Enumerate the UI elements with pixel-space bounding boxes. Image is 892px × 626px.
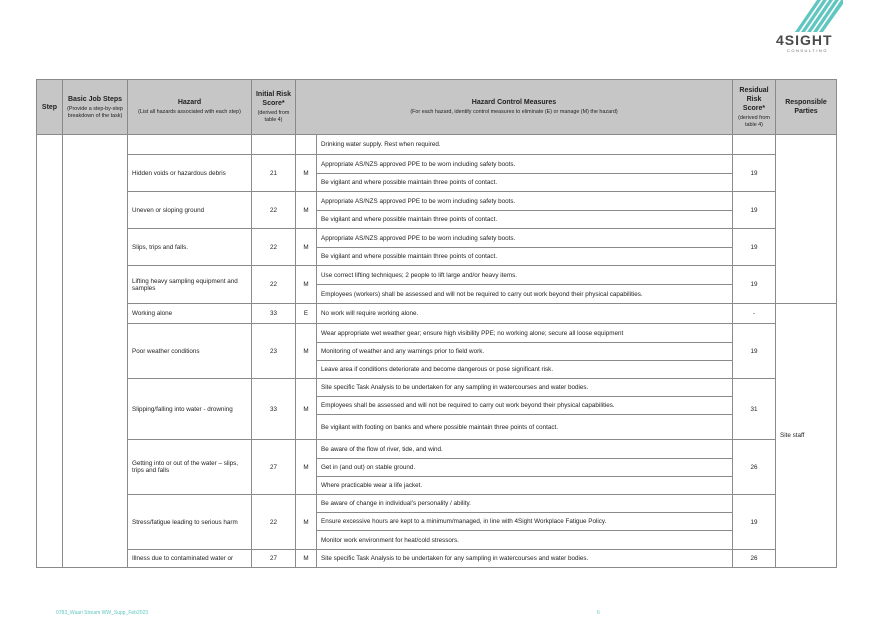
control-type: M xyxy=(296,379,317,440)
control-measure: Use correct lifting techniques; 2 people to lift large and/or heavy items. xyxy=(317,266,733,285)
control-type: M xyxy=(296,229,317,266)
control-measure: Be aware of change in individual’s personality / ability. xyxy=(317,495,733,513)
residual-risk-score: 26 xyxy=(733,550,776,568)
control-measure: Where practicable wear a life jacket. xyxy=(317,477,733,495)
control-type: M xyxy=(296,440,317,495)
header-control-measures: Hazard Control Measures (For each hazard, identify control measures to eliminate (E) or manage (M) the hazard) xyxy=(296,80,733,135)
initial-risk-score: 33 xyxy=(252,379,296,440)
initial-risk-score: 22 xyxy=(252,229,296,266)
control-measure: No work will require working alone. xyxy=(317,304,733,324)
table-row xyxy=(37,440,837,459)
responsible-party: Site staff xyxy=(776,304,837,568)
logo-wordmark: 4SIGHT xyxy=(776,32,833,48)
header-hazard: Hazard (List all hazards associated with each step) xyxy=(128,80,252,135)
control-type: E xyxy=(296,304,317,324)
control-measure: Wear appropriate wet weather gear; ensure high visibility PPE; no working alone; secure all loose equipment xyxy=(317,324,733,343)
header-initial-risk: Initial Risk Score* (derived from table 4) xyxy=(252,80,296,135)
residual-risk-score: 19 xyxy=(733,155,776,192)
table-row xyxy=(37,229,837,248)
table-row xyxy=(37,266,837,285)
risk-assessment-table xyxy=(36,79,837,568)
control-measure: Appropriate AS/NZS approved PPE to be worn including safety boots. xyxy=(317,192,733,211)
hazard-cell: Getting into or out of the water – slips, trips and falls xyxy=(128,440,252,495)
initial-risk-score: 22 xyxy=(252,495,296,550)
hazard-cell: Poor weather conditions xyxy=(128,324,252,379)
residual-risk-score: 19 xyxy=(733,192,776,229)
control-measure: Monitor work environment for heat/cold stressors. xyxy=(317,531,733,550)
control-measure: Get in (and out) on stable ground. xyxy=(317,459,733,477)
control-measure: Be vigilant and where possible maintain three points of contact. xyxy=(317,174,733,192)
control-measure: Employees (workers) shall be assessed and will not be required to carry out work beyond their physical capabilities. xyxy=(317,285,733,304)
hazard-cell: Uneven or sloping ground xyxy=(128,192,252,229)
header-job-steps: Basic Job Steps (Provide a step-by-step breakdown of the task) xyxy=(63,80,128,135)
responsible-cell-empty xyxy=(776,135,837,304)
hazard-cell xyxy=(128,135,252,155)
control-measure: Monitoring of weather and any warnings prior to field work. xyxy=(317,343,733,361)
control-measure: Be vigilant and where possible maintain three points of contact. xyxy=(317,248,733,266)
control-type: M xyxy=(296,155,317,192)
step-cell xyxy=(37,135,63,568)
table-row xyxy=(37,135,837,155)
control-measure: Be vigilant with footing on banks and where possible maintain three points of contact. xyxy=(317,415,733,440)
residual-risk-score: 19 xyxy=(733,324,776,379)
logo-tagline: CONSULTING xyxy=(787,48,828,53)
initial-risk-score: 22 xyxy=(252,266,296,304)
initial-risk-score: 33 xyxy=(252,304,296,324)
table-row xyxy=(37,155,837,174)
table-row xyxy=(37,379,837,397)
control-type: M xyxy=(296,266,317,304)
initial-risk-score: 21 xyxy=(252,155,296,192)
control-type: M xyxy=(296,495,317,550)
header-residual-risk: Residual Risk Score* (derived from table 4) xyxy=(733,80,776,135)
job-step-cell xyxy=(63,135,128,568)
table-row xyxy=(37,550,837,568)
residual-risk-score: 31 xyxy=(733,379,776,440)
control-measure: Leave area if conditions deteriorate and become dangerous or pose significant risk. xyxy=(317,361,733,379)
hazard-cell: Working alone xyxy=(128,304,252,324)
control-measure: Ensure excessive hours are kept to a minimum/managed, in line with 4Sight Workplace Fatigue Policy. xyxy=(317,513,733,531)
residual-risk-score: 19 xyxy=(733,495,776,550)
table-header-row xyxy=(37,80,837,135)
footer-page-number: 6 xyxy=(597,610,600,616)
control-measure: Drinking water supply. Rest when required. xyxy=(317,135,733,155)
control-measure: Appropriate AS/NZS approved PPE to be worn including safety boots. xyxy=(317,155,733,174)
header-step: Step xyxy=(37,80,63,135)
hazard-cell: Lifting heavy sampling equipment and samples xyxy=(128,266,252,304)
control-measure: Appropriate AS/NZS approved PPE to be worn including safety boots. xyxy=(317,229,733,248)
hazard-cell: Slipping/falling into water - drowning xyxy=(128,379,252,440)
control-measure: Employees shall be assessed and will not be required to carry out work beyond their physical capabilities. xyxy=(317,397,733,415)
residual-risk-score: - xyxy=(733,304,776,324)
control-type: M xyxy=(296,324,317,379)
initial-risk-score: 23 xyxy=(252,324,296,379)
hazard-cell: Hidden voids or hazardous debris xyxy=(128,155,252,192)
control-measure: Site specific Task Analysis to be undertaken for any sampling in watercourses and water bodies. xyxy=(317,550,733,568)
initial-risk-score xyxy=(252,135,296,155)
header-responsible: Responsible Parties xyxy=(776,80,837,135)
table-row xyxy=(37,304,837,324)
control-type: M xyxy=(296,192,317,229)
initial-risk-score: 27 xyxy=(252,550,296,568)
control-type: M xyxy=(296,550,317,568)
residual-risk-score: 19 xyxy=(733,229,776,266)
control-measure: Be vigilant and where possible maintain three points of contact. xyxy=(317,211,733,229)
hazard-cell: Illness due to contaminated water or xyxy=(128,550,252,568)
residual-risk-score: 19 xyxy=(733,266,776,304)
table-row xyxy=(37,495,837,513)
initial-risk-score: 22 xyxy=(252,192,296,229)
hazard-cell: Stress/fatigue leading to serious harm xyxy=(128,495,252,550)
table-row xyxy=(37,192,837,211)
hazard-cell: Slips, trips and falls. xyxy=(128,229,252,266)
table-row xyxy=(37,324,837,343)
control-type xyxy=(296,135,317,155)
residual-risk-score: 26 xyxy=(733,440,776,495)
control-measure: Site specific Task Analysis to be undertaken for any sampling in watercourses and water bodies. xyxy=(317,379,733,397)
initial-risk-score: 27 xyxy=(252,440,296,495)
footer-doc-ref: 0783_Waari Stream WW_Supp_Feb2023 xyxy=(56,610,149,616)
control-measure: Be aware of the flow of river, tide, and wind. xyxy=(317,440,733,459)
residual-risk-score xyxy=(733,135,776,155)
